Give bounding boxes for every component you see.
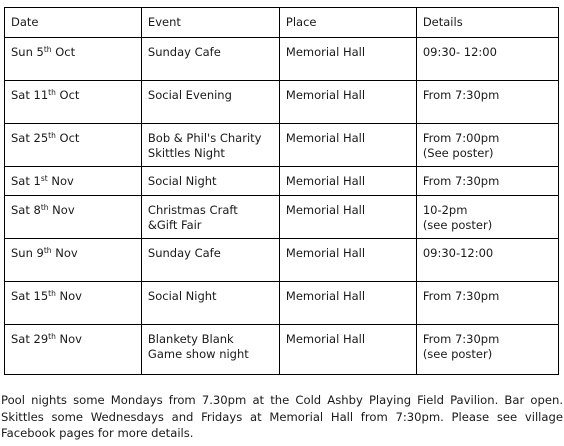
header-event: Event <box>141 8 279 38</box>
table-row <box>5 325 559 375</box>
header-place: Place <box>279 8 416 38</box>
date-day: Sat 1 <box>11 174 41 188</box>
place-cell: Memorial Hall <box>279 38 416 81</box>
details-line: (see poster) <box>422 346 493 361</box>
date-month: Oct <box>55 88 80 102</box>
date-day: Sat 25 <box>11 131 49 145</box>
date-cell <box>5 196 142 239</box>
details-cell <box>416 196 558 239</box>
event-cell <box>141 239 279 282</box>
event-line: Sunday Cafe <box>147 45 221 59</box>
date-month: Oct <box>51 45 76 59</box>
place-cell: Memorial Hall <box>279 239 416 282</box>
table-row <box>5 124 559 167</box>
event-cell <box>141 325 279 375</box>
date-month: Nov <box>48 203 75 217</box>
details-line: 09:30-12:00 <box>422 246 494 260</box>
date-cell <box>5 38 142 81</box>
date-ordinal-suffix: th <box>43 45 52 54</box>
event-line: Social Night <box>147 289 217 303</box>
event-cell <box>141 282 279 325</box>
place-cell: Memorial Hall <box>279 124 416 167</box>
events-table <box>4 7 559 375</box>
details-line: From 7:30pm <box>422 289 500 303</box>
event-line: Skittles Night <box>147 145 225 160</box>
details-line: (see poster) <box>422 217 493 232</box>
date-month: Nov <box>51 246 78 260</box>
table-row <box>5 167 559 196</box>
footer-note <box>1 392 563 442</box>
details-cell <box>416 325 558 375</box>
date-day: Sat 8 <box>11 203 41 217</box>
date-cell <box>5 282 142 325</box>
date-cell <box>5 81 142 124</box>
header-details: Details <box>416 8 558 38</box>
date-ordinal-suffix: th <box>48 131 56 140</box>
date-cell <box>5 124 142 167</box>
footer-line: Pool nights some Mondays from 7.30pm at the Cold Ashby Playing Field Pavilion. Bar open. <box>1 393 563 407</box>
date-day: Sat 29 <box>11 332 49 346</box>
event-line: Sunday Cafe <box>147 246 221 260</box>
date-ordinal-suffix: st <box>40 174 48 183</box>
event-line: Social Night <box>147 174 217 188</box>
date-ordinal-suffix: th <box>48 289 56 298</box>
details-cell <box>416 282 558 325</box>
date-ordinal-suffix: th <box>48 88 56 97</box>
details-cell <box>416 81 558 124</box>
event-cell <box>141 196 279 239</box>
details-line: From 7:00pm <box>422 131 500 145</box>
date-ordinal-suffix: th <box>43 246 52 255</box>
date-month: Nov <box>55 332 82 346</box>
date-day: Sat 11 <box>11 88 49 102</box>
details-cell <box>416 38 558 81</box>
events-body <box>5 38 559 375</box>
footer-line: Facebook pages for more details. <box>1 426 194 440</box>
place-cell: Memorial Hall <box>279 325 416 375</box>
header-date: Date <box>5 8 142 38</box>
date-cell <box>5 239 142 282</box>
date-month: Oct <box>55 131 80 145</box>
details-cell <box>416 239 558 282</box>
table-row <box>5 81 559 124</box>
table-row <box>5 38 559 81</box>
date-month: Nov <box>47 174 74 188</box>
event-cell <box>141 167 279 196</box>
date-cell <box>5 325 142 375</box>
place-cell: Memorial Hall <box>279 282 416 325</box>
date-cell <box>5 167 142 196</box>
event-line: Bob & Phil's Charity <box>147 131 262 145</box>
event-line: Christmas Craft <box>147 203 238 217</box>
footer-line: Skittles some Wednesdays and Fridays at Memorial Hall from 7:30pm. Please see village <box>1 409 563 424</box>
table-row <box>5 239 559 282</box>
event-line: &Gift Fair <box>147 217 202 232</box>
details-line: (See poster) <box>422 145 494 160</box>
details-cell <box>416 124 558 167</box>
table-row <box>5 282 559 325</box>
place-cell: Memorial Hall <box>279 196 416 239</box>
details-line: 09:30- 12:00 <box>422 45 497 59</box>
details-line: From 7:30pm <box>422 174 500 188</box>
date-month: Nov <box>55 289 82 303</box>
date-ordinal-suffix: th <box>40 203 49 212</box>
details-line: From 7:30pm <box>422 88 500 102</box>
event-cell <box>141 124 279 167</box>
place-cell: Memorial Hall <box>279 81 416 124</box>
event-line: Game show night <box>147 346 249 361</box>
date-ordinal-suffix: th <box>48 332 56 341</box>
date-day: Sat 15 <box>11 289 49 303</box>
event-cell <box>141 38 279 81</box>
date-day: Sun 5 <box>11 45 44 59</box>
details-line: From 7:30pm <box>422 332 500 346</box>
table-row <box>5 196 559 239</box>
event-cell <box>141 81 279 124</box>
details-line: 10-2pm <box>422 203 468 217</box>
event-line: Social Evening <box>147 88 232 102</box>
header-row <box>5 8 559 38</box>
date-day: Sun 9 <box>11 246 44 260</box>
details-cell <box>416 167 558 196</box>
event-line: Blankety Blank <box>147 332 234 346</box>
place-cell: Memorial Hall <box>279 167 416 196</box>
